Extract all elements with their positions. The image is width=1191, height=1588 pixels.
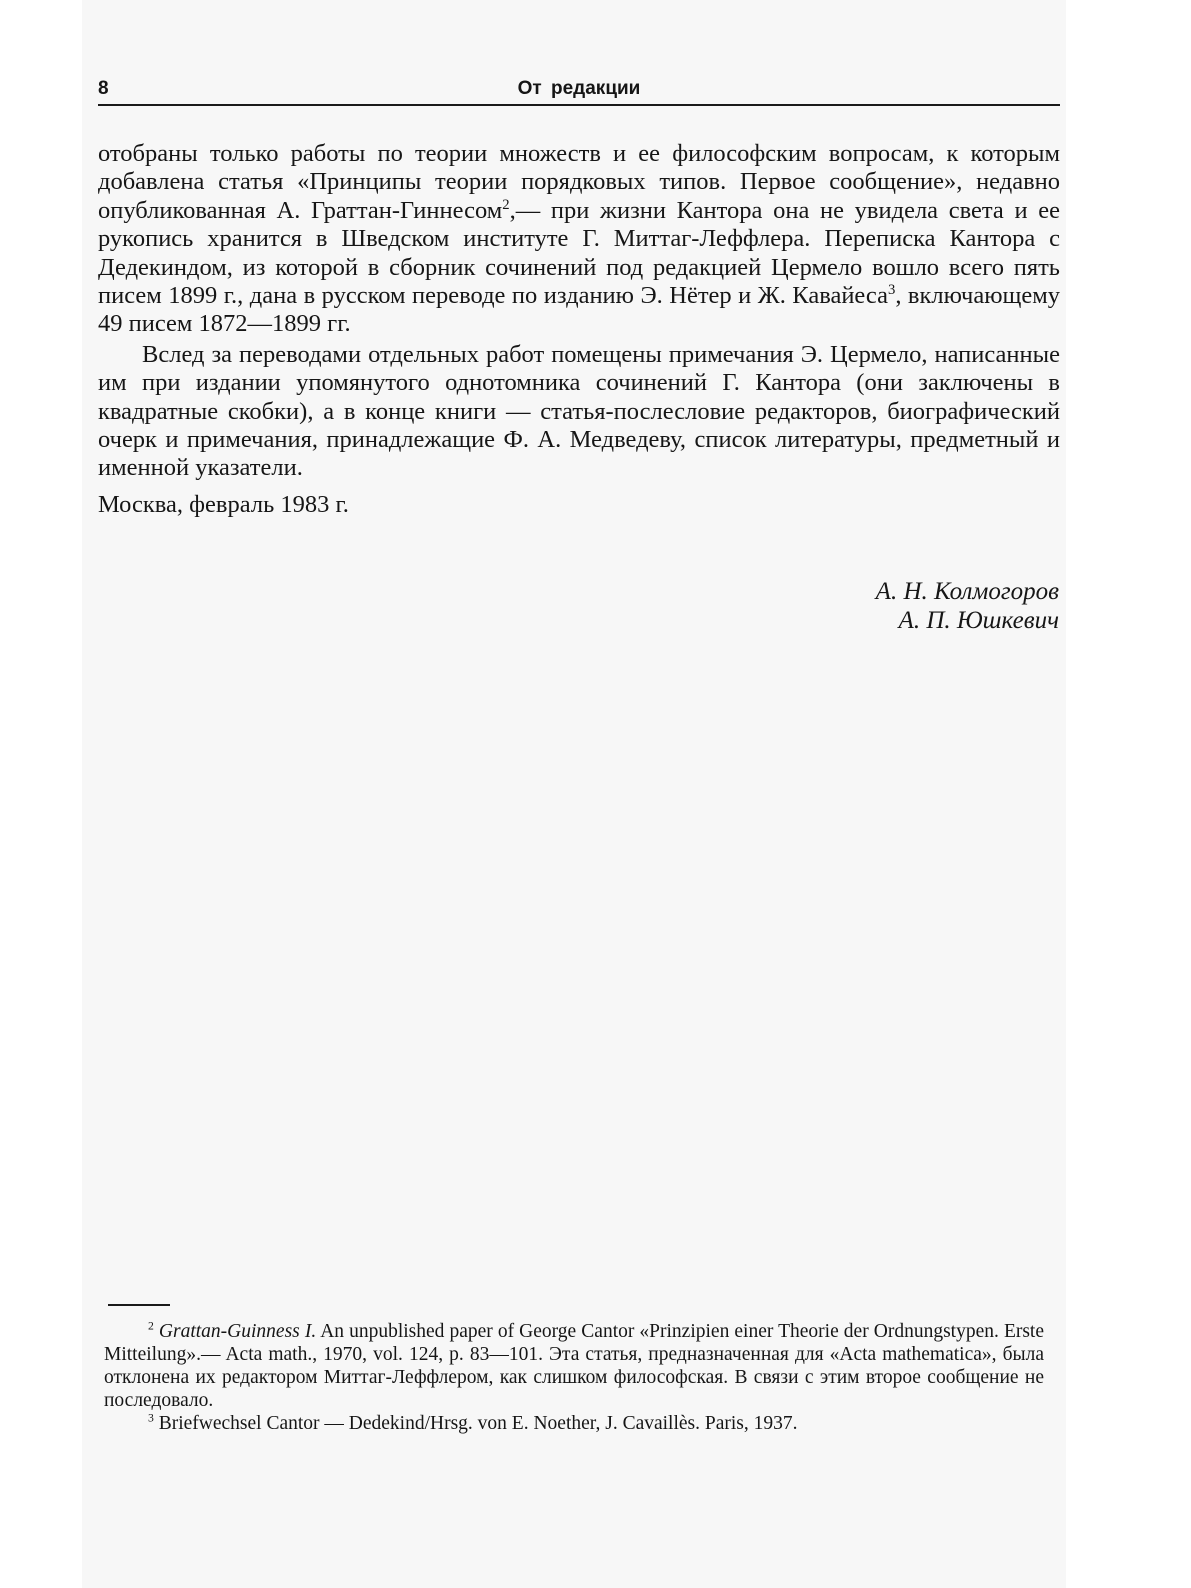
footnote-rule — [108, 1304, 170, 1306]
place-date: Москва, февраль 1983 г. — [98, 490, 349, 518]
paragraph-1-text-c: , включающему 49 писем 1872—1899 гг. — [98, 282, 1060, 338]
signature-yushkevich: А. П. Юшкевич — [898, 606, 1059, 634]
footnote-3-marker: 3 — [148, 1411, 154, 1425]
footnote-2-marker: 2 — [148, 1319, 154, 1333]
body-text — [98, 140, 1060, 519]
signatures — [876, 578, 1059, 635]
footnote-ref-3: 3 — [887, 281, 896, 298]
footnotes — [104, 1320, 1044, 1435]
running-title: От редакции — [517, 78, 641, 99]
running-head — [98, 76, 1060, 106]
footnote-ref-2: 2 — [502, 196, 510, 213]
footnote-2 — [104, 1320, 1044, 1412]
paragraph-1-text-a: отобраны только работы по теории множеств и ее философским вопросам, к которым добавлена статья «Принципы теории порядковых типов. Первое сообщение», недавно опубликованная А. Граттан-Гиннесом — [98, 140, 1060, 224]
page-number: 8 — [98, 78, 109, 99]
signature-kolmogorov: А. Н. Колмогоров — [875, 578, 1059, 605]
paragraph-2: Вслед за переводами отдельных работ помещены примечания Э. Цермело, написанные им при издании упомянутого однотомника сочинений Г. Кантора (они заключены в квадратные скобки), а в конце книги — статья-послесловие редакторов, биографический очерк и примечания, принадлежащие Ф. А. Медведеву, список литературы, предметный и именной указатели. — [98, 340, 1060, 482]
footnote-3 — [104, 1412, 1044, 1435]
footnote-3-text: Briefwechsel Cantor — Dedekind/Hrsg. von E. Noether, J. Cavaillès. Paris, 1937. — [153, 1413, 798, 1434]
paragraph-1 — [98, 140, 1060, 339]
paragraph-1-text-b: ,— при жизни Кантора она не увидела света и ее рукопись хранится в Шведском институте Г. Миттаг-Леффлера. Переписка Кантора с Дедекиндом, из которой в сборник сочинений под редакцией Цермело вошло всего пять писем 1899 г., дана в русском переводе по изданию Э. Нётер и Ж. Кавайеса — [98, 196, 1060, 310]
footnote-2-author: Grattan-Guinness I. — [158, 1321, 317, 1342]
footnote-2-text: An unpublished paper of George Cantor «Prinzipien einer Theorie der Ordnungstypen. Erste Mitteilung».— Acta math., 1970, vol. 124, p. 83—101. Эта статья, предназначенная для «Acta mathematica», была отклонена их редактором Миттаг-Леффлером, как слишком философская. В связи с этим второе сообщение не последовало. — [104, 1321, 1045, 1411]
